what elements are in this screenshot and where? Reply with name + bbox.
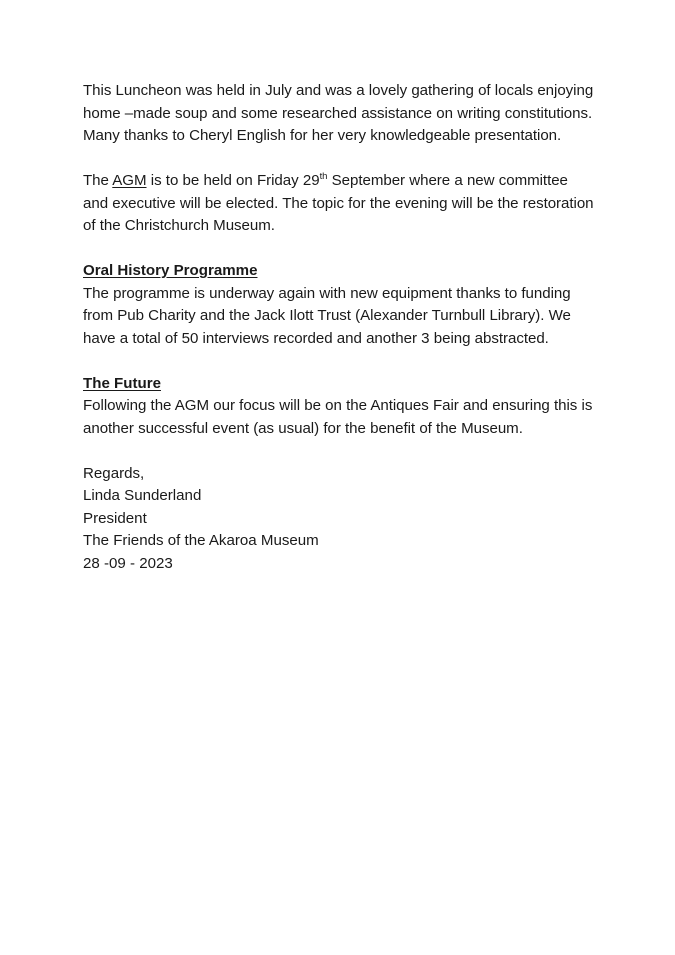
paragraph-agm-middle: is to be held on Friday 29 [146,172,320,189]
paragraph-agm [83,170,595,238]
signature-title: President [83,509,147,527]
paragraph-luncheon: This Luncheon was held in July and was a lovely gathering of locals enjoying home –made soup and some researched assistance on writing constitutions. Many thanks to Cheryl English for her very knowledgeable presentation. [83,82,594,144]
signature-closing: Regards, [83,464,145,482]
paragraph-the-future: Following the AGM our focus will be on the Antiques Fair and ensuring this is another successful event (as usual) for the benefit of the Museum. [83,397,593,437]
letter-body [83,80,595,575]
paragraph-agm-prefix: The [83,172,113,189]
signature-date: 28 -09 - 2023 [83,554,173,572]
section-heading-oral-history [83,260,595,283]
paragraph-agm-suffix: September where a new committee and executive will be elected. The topic for the evening will be the restoration of the Christchurch Museum. [83,172,594,234]
paragraph-spacer [83,238,595,261]
ordinal-superscript: th [319,170,328,182]
paragraph-spacer [83,148,595,171]
paragraph-spacer [83,440,595,463]
section-heading-oral-history-label: Oral History Programme [83,262,258,279]
signature-name: Linda Sunderland [83,487,202,504]
section-heading-the-future [83,373,595,396]
paragraph-oral-history: The programme is underway again with new equipment thanks to funding from Pub Charity and the Jack Ilott Trust (Alexander Turnbull Library). We have a total of 50 interviews recorded and another 3 being abstracted. [83,284,571,347]
signature-organisation: The Friends of the Akaroa Museum [83,532,319,549]
paragraph-spacer [83,350,595,373]
agm-underlined-term: AGM [112,172,147,189]
section-heading-the-future-label: The Future [83,374,161,392]
